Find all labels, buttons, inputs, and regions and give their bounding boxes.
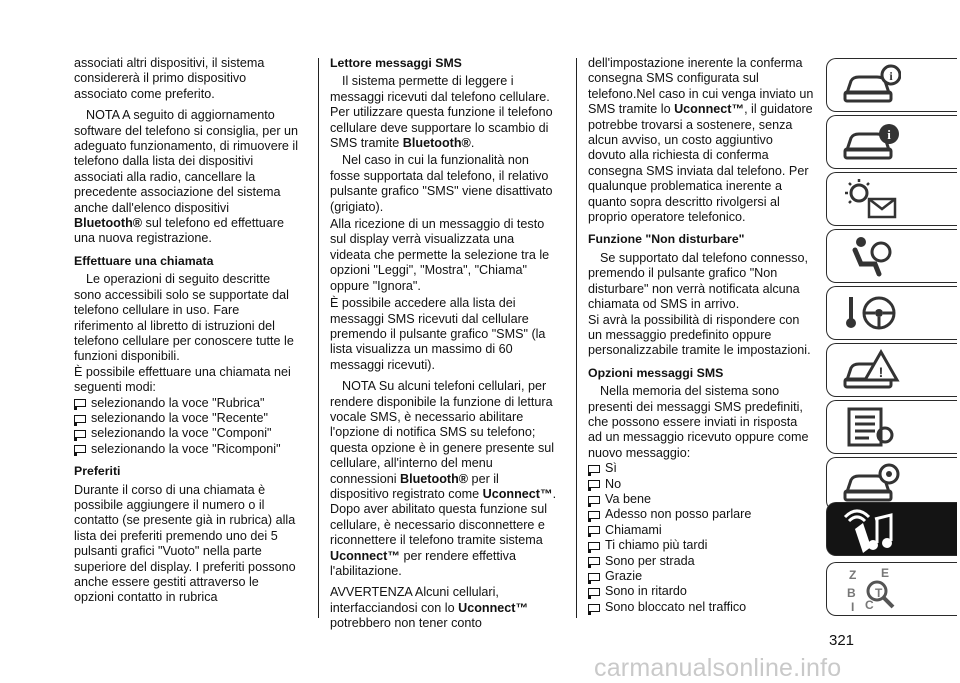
text: . Dopo aver abilitato questa funzione sul cellulare, è necessario disconnettere e riconnettere il telefono tramite sistema: [330, 486, 557, 548]
list-item: [588, 554, 814, 569]
lights-message-icon: [841, 177, 901, 221]
list-item-label: Sono per strada: [605, 553, 695, 568]
list-item-label: selezionando la voce "Recente": [91, 410, 268, 425]
text: per rendere effettiva l'abilitazione.: [330, 548, 516, 578]
sms-messages-list: [588, 461, 814, 615]
bullet-icon: [74, 399, 86, 407]
bold-text: Uconnect™: [330, 548, 400, 563]
list-item: [588, 523, 814, 538]
alphabetical-index-icon: [841, 567, 901, 615]
maintenance-list-icon: [841, 405, 901, 449]
list-item-label: selezionando la voce "Ricomponi": [91, 441, 281, 456]
list-item: [74, 426, 300, 441]
svg-text:I: I: [851, 600, 855, 614]
bullet-icon: [588, 480, 600, 488]
bullet-icon: [74, 430, 86, 438]
column-2: [330, 56, 558, 638]
text: .: [470, 136, 475, 151]
paragraph-nel-caso: Nel caso in cui la funzionalità non fosse supportata dal telefono, il relativo pulsante grafico "SMS" viene disattivato (grigiato).: [330, 153, 553, 214]
svg-text:E: E: [881, 567, 890, 580]
list-item: [74, 411, 300, 426]
paragraph-operazioni: Le operazioni di seguito descritte sono accessibili solo se supportate dal telefono cellulare in uso. Fare riferimento al libretto di istruzioni del telefono cellulare per conoscere tutte le funzioni disponibili.: [74, 272, 294, 364]
svg-text:!: !: [878, 364, 884, 380]
list-item-label: selezionando la voce "Rubrica": [91, 395, 265, 410]
warning-sms: [330, 585, 558, 631]
column-divider-2: [576, 58, 577, 618]
note-bold: Bluetooth®: [74, 216, 143, 231]
list-item-label: Sono in ritardo: [605, 584, 687, 599]
bullet-icon: [588, 526, 600, 534]
bullet-icon: [588, 557, 600, 565]
steering-start-icon: [841, 291, 901, 335]
heading-lettore: Lettore messaggi SMS: [330, 56, 462, 70]
list-item-label: Va bene: [605, 491, 651, 506]
bullet-icon: [588, 573, 600, 581]
list-item-label: Ti chiamo più tardi: [605, 538, 708, 553]
paragraph-conferma: [588, 56, 814, 225]
bold-text: Bluetooth®: [400, 471, 469, 486]
svg-text:i: i: [887, 127, 891, 142]
tab-safety[interactable]: [826, 229, 957, 283]
paragraph-supportato: Se supportato dal telefono connesso, premendo il pulsante grafico "Non disturbare" non verrà notificata alcuna chiamata od SMS in arrivo.: [588, 250, 808, 312]
car-emergency-icon: [841, 348, 901, 392]
heading-opzioni: Opzioni messaggi SMS: [588, 365, 724, 380]
note-text-end: sul telefono ed effettuare una nuova registrazione.: [74, 216, 284, 246]
text: dell'impostazione inerente la conferma consegna SMS configurata sul telefono.Nel caso in cui venga inviato un SMS tramite lo: [588, 56, 814, 117]
text: , il guidatore potrebbe trovarsi a sostenere, senza alcun avviso, un costo aggiuntivo dovuto alla richiesta di conferma consegna SMS inviata dal telefono. Per qualunque problematica inerente a quanto sopra descritto rivolgersi al proprio operatore telefonico.: [588, 102, 813, 225]
tab-lights-message[interactable]: [826, 172, 957, 226]
heading-effettuare: Effettuare una chiamata: [74, 253, 214, 268]
note-sms: [330, 379, 558, 579]
tab-multimedia[interactable]: [826, 502, 957, 556]
paragraph-sistema: [330, 74, 558, 151]
paragraph-ricezione: Alla ricezione di un messaggio di testo sul display verrà visualizzata una videata che permette la selezione tra le opzioni "Leggi", "Mostra", "Chiama" oppure "Ignora".: [330, 217, 550, 293]
note-text: NOTA A seguito di aggiornamento software del telefono si consiglia, per un adeguato funzionamento, di rimuovere il telefono dalla lista dei dispositivi associati alla radio, cancellare la precedente associazione del sistema anche dall'elenco dispositivi: [74, 108, 299, 215]
list-item-label: Adesso non posso parlare: [605, 507, 752, 522]
bullet-icon: [588, 542, 600, 550]
bullet-icon: [74, 415, 86, 423]
svg-text:T: T: [875, 586, 883, 600]
multimedia-icon: [841, 507, 901, 555]
list-item: [588, 569, 814, 584]
svg-text:Z: Z: [849, 568, 857, 582]
car-info-icon: [841, 63, 901, 107]
paragraph-intro: associati altri dispositivi, il sistema considererà il primo dispositivo associato come preferito.: [74, 56, 265, 101]
paragraph-rispondere: Si avrà la possibilità di rispondere con un messaggio predefinito oppure personalizzabile tramite le impostazioni.: [588, 312, 811, 358]
svg-text:C: C: [865, 598, 874, 612]
bullet-icon: [588, 465, 600, 473]
text: potrebbero non tener conto: [330, 616, 482, 631]
svg-text:B: B: [847, 586, 856, 600]
tab-maintenance[interactable]: [826, 400, 957, 454]
call-options-list: [74, 396, 300, 458]
text: per il dispositivo registrato come: [330, 471, 499, 501]
tab-car-info-2[interactable]: [826, 115, 957, 169]
technical-specs-icon: [841, 462, 901, 506]
list-item-label: Grazie: [605, 569, 643, 583]
list-item: [74, 396, 300, 411]
paragraph-possibile: È possibile effettuare una chiamata nei seguenti modi:: [74, 364, 291, 395]
list-item: [588, 538, 814, 553]
tab-emergency[interactable]: [826, 343, 957, 397]
bold-text: Uconnect™: [482, 486, 553, 501]
bold-text: Uconnect™: [674, 102, 745, 117]
text: NOTA Su alcuni telefoni cellulari, per rendere disponibile la funzione di lettura vocale SMS, è necessario abilitare l'opzione di notifica SMS su telefono; questa opzione è in genere presente sul cellulare, all'interno del menu connessioni: [330, 379, 555, 486]
list-item: [588, 584, 814, 599]
list-item: [588, 477, 814, 492]
bold-text: Bluetooth®: [402, 136, 471, 151]
tab-starting[interactable]: [826, 286, 957, 340]
list-item-label: Sì: [605, 461, 617, 476]
text: Il sistema permette di leggere i messaggi ricevuti dal telefono cellulare. Per utilizzare questa funzione il telefono cellulare deve supportare lo scambio di SMS tramite: [330, 74, 553, 151]
bold-text: Uconnect™: [458, 600, 529, 615]
column-1: [74, 56, 300, 612]
bullet-icon: [588, 496, 600, 504]
list-item: [588, 600, 814, 615]
list-item-label: No: [605, 476, 622, 491]
watermark: carmanualsonline.info: [594, 654, 842, 682]
airbag-seat-icon: [841, 234, 901, 278]
svg-text:i: i: [889, 69, 893, 83]
column-3: [588, 56, 814, 615]
tab-car-info[interactable]: [826, 58, 957, 112]
list-item-label: Chiamami: [605, 522, 662, 537]
paragraph-lista-sms: È possibile accedere alla lista dei messaggi SMS ricevuti dal cellulare premendo il pulsante grafico "SMS" (la lista visualizza un massimo di 60 messaggi ricevuti).: [330, 296, 546, 372]
column-divider-1: [318, 58, 319, 618]
list-item: [588, 492, 814, 507]
bullet-icon: [588, 511, 600, 519]
heading-preferiti: Preferiti: [74, 464, 121, 479]
list-item-label: Sono bloccato nel traffico: [605, 599, 747, 614]
heading-non-disturbare: Funzione "Non disturbare": [588, 232, 745, 247]
page-number: 321: [829, 632, 855, 649]
paragraph-preferiti: Durante il corso di una chiamata è possibile aggiungere il numero o il contatto (se presente già in rubrica) alla lista dei preferiti premendo uno dei 5 pulsanti grafici "Vuoto" nella parte superiore del display. I preferiti possono anche essere gestiti attraverso le opzioni contatto in rubrica: [74, 482, 296, 605]
list-item: [74, 442, 300, 457]
list-item: [588, 507, 814, 522]
list-item: [588, 461, 814, 476]
bullet-icon: [588, 604, 600, 612]
note-update: [74, 108, 300, 247]
tab-index[interactable]: [826, 562, 957, 616]
bullet-icon: [74, 445, 86, 453]
list-item-label: selezionando la voce "Componi": [91, 426, 272, 441]
bullet-icon: [588, 588, 600, 596]
car-info-circle-icon: [841, 120, 901, 164]
text: AVVERTENZA Alcuni cellulari, interfacciandosi con lo: [330, 585, 499, 615]
paragraph-memoria: Nella memoria del sistema sono presenti dei messaggi SMS predefiniti, che possono essere inviati in risposta ad un messaggio ricevuto oppure come nuovo messaggio:: [588, 384, 809, 460]
